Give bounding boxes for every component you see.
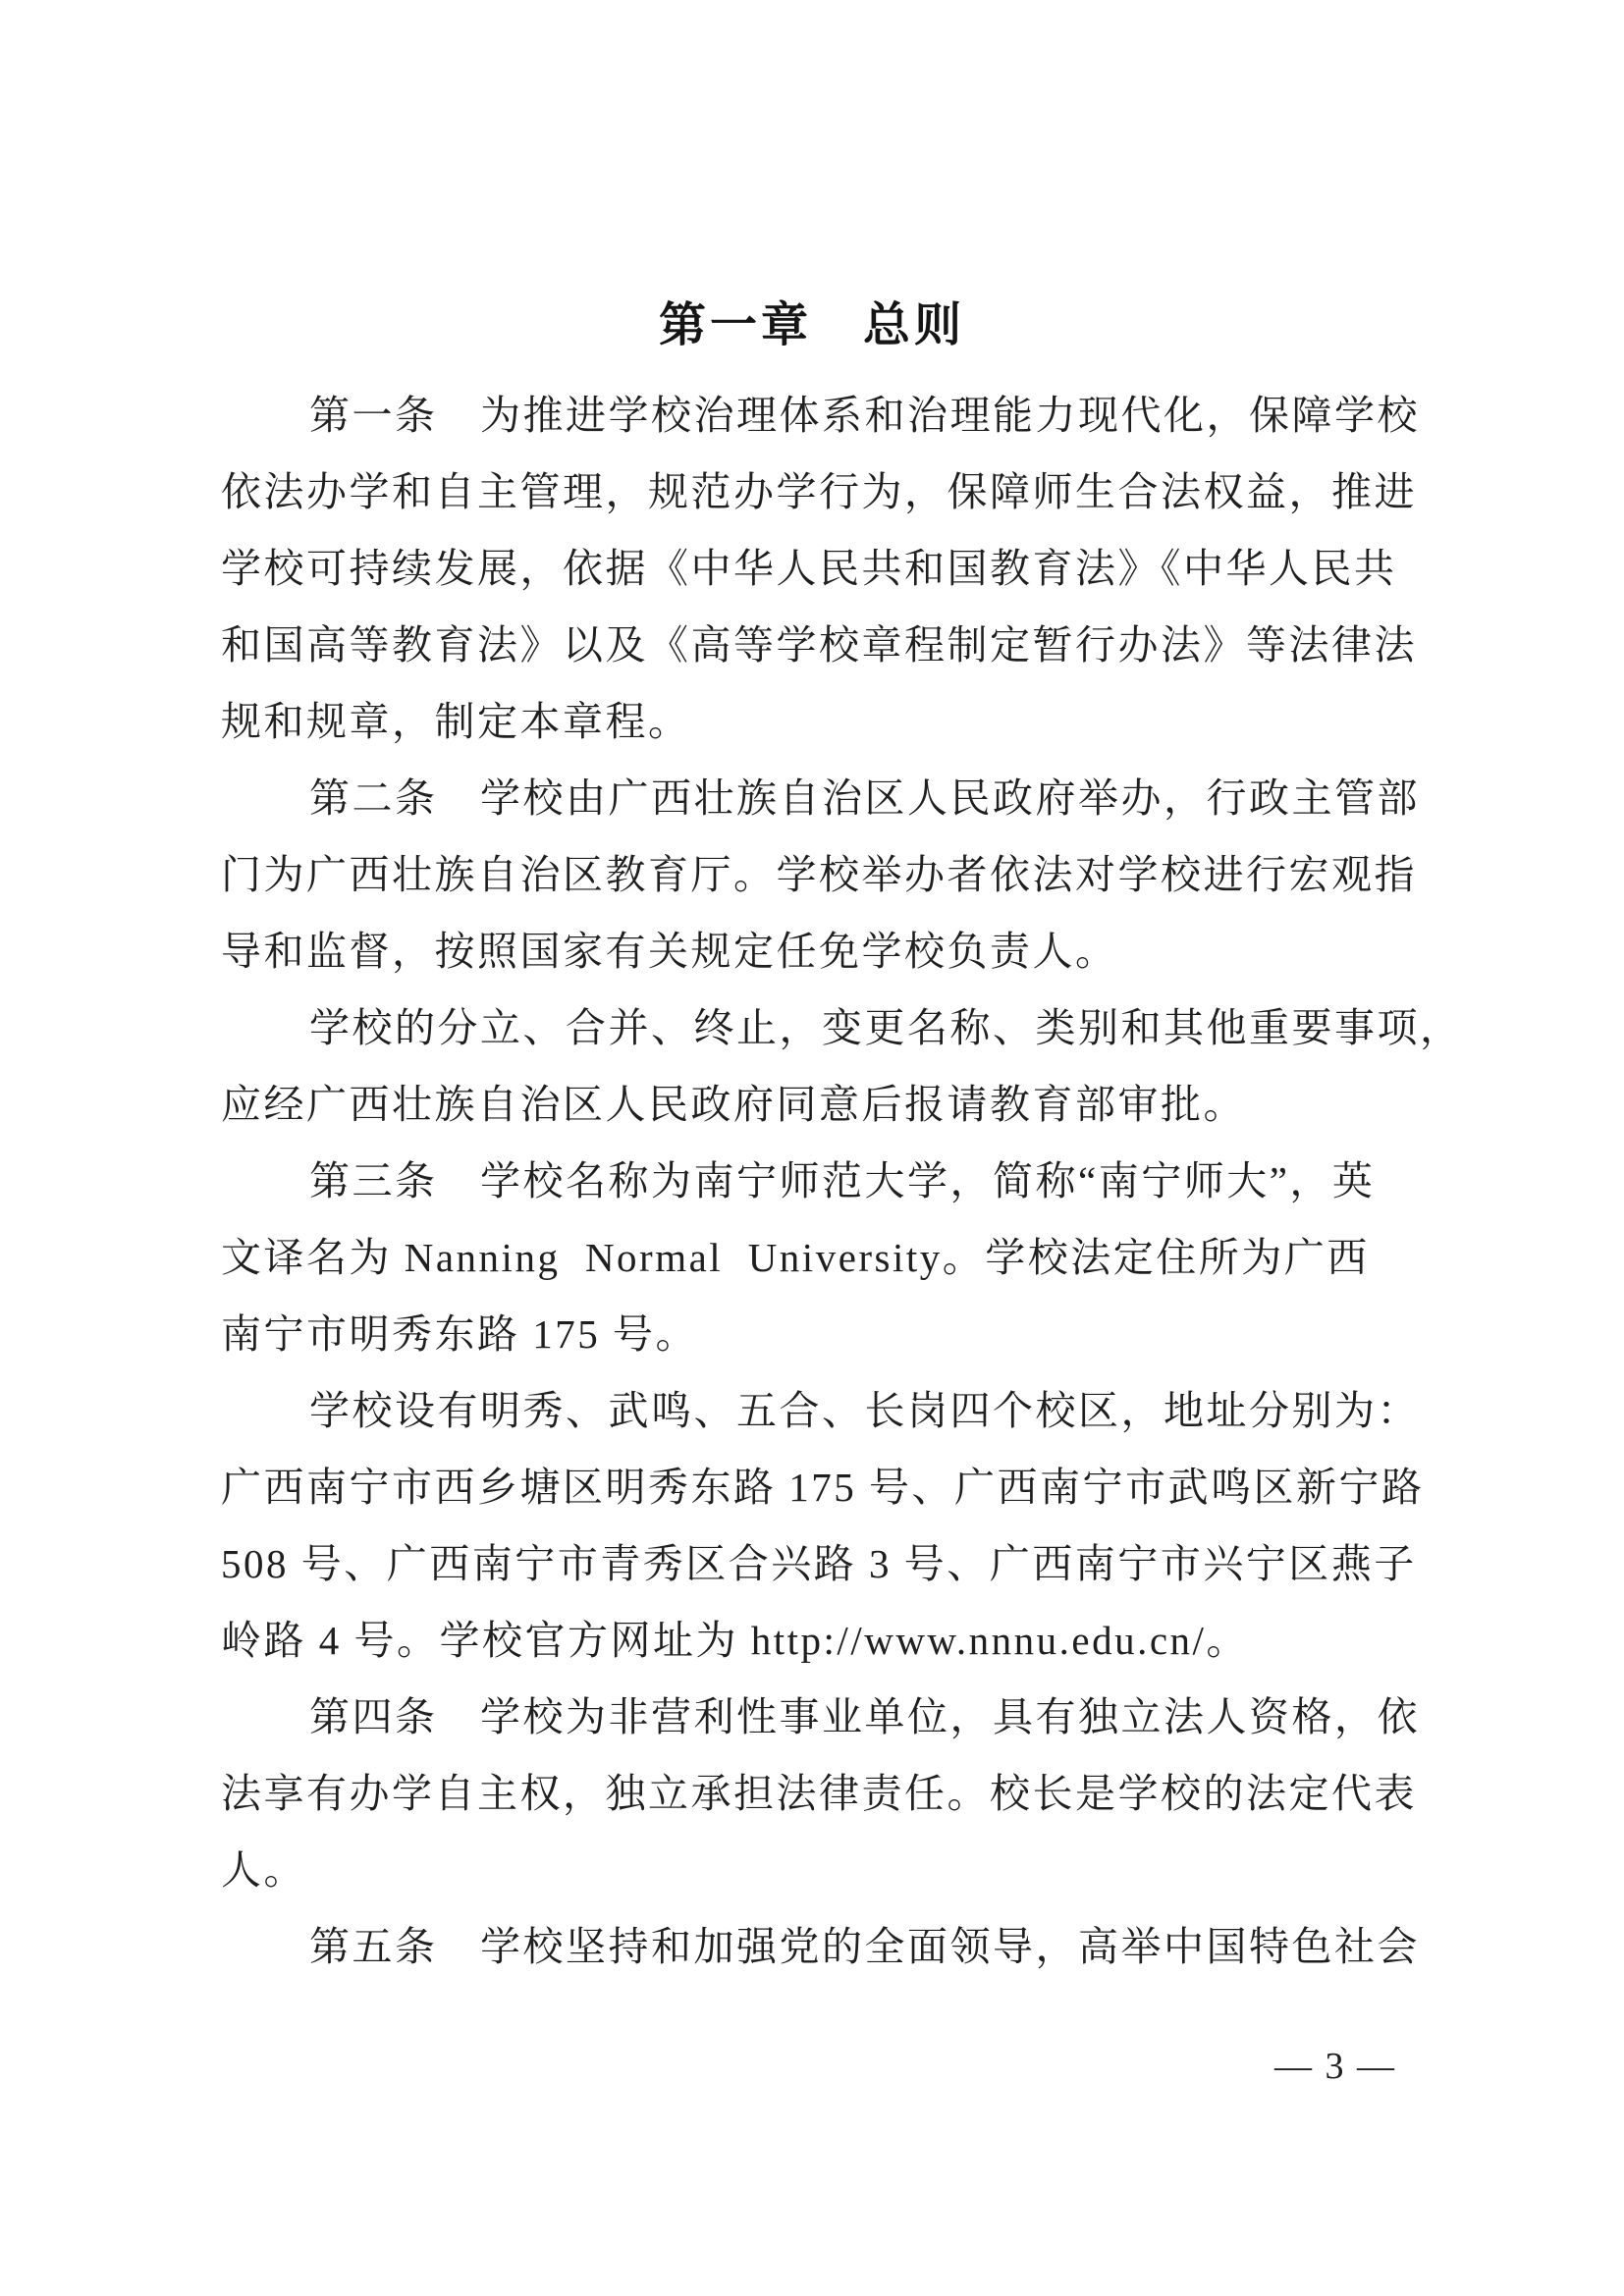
text-line: 应经广西壮族自治区人民政府同意后报请教育部审批。 — [221, 1082, 1246, 1127]
text-line: 法享有办学自主权，独立承担法律责任。校长是学校的法定代表 — [221, 1771, 1417, 1816]
text-line: 508 号、广西南宁市青秀区合兴路 3 号、广西南宁市兴宁区燕子 — [221, 1541, 1417, 1586]
text-line: 第三条 学校名称为南宁师范大学，简称“南宁师大”，英 — [309, 1158, 1376, 1203]
chapter-title: 第一章 总则 — [658, 297, 965, 352]
page-number: — 3 — — [1274, 2046, 1396, 2087]
text-line: 规和规章，制定本章程。 — [221, 699, 691, 744]
text-line: 南宁市明秀东路 175 号。 — [221, 1311, 698, 1357]
text-line: 第五条 学校坚持和加强党的全面领导，高举中国特色社会 — [309, 1924, 1420, 1969]
text-line: 岭路 4 号。学校官方网址为 http://www.nnnu.edu.cn/。 — [221, 1618, 1249, 1663]
body-text — [221, 377, 1463, 1985]
text-line: 依法办学和自主管理，规范办学行为，保障师生合法权益，推进 — [221, 469, 1417, 514]
text-line: 和国高等教育法》以及《高等学校章程制定暂行办法》等法律法 — [221, 622, 1417, 667]
text-line: 文译名为 Nanning Normal University。学校法定住所为广西 — [221, 1235, 1370, 1280]
text-line: 第四条 学校为非营利性事业单位，具有独立法人资格，依 — [309, 1694, 1420, 1739]
text-line: 第二条 学校由广西壮族自治区人民政府举办，行政主管部 — [309, 775, 1420, 821]
text-line: 导和监督，按照国家有关规定任免学校负责人。 — [221, 929, 1118, 974]
text-line: 人。 — [221, 1847, 306, 1893]
text-line: 学校设有明秀、武鸣、五合、长岗四个校区，地址分别为： — [309, 1388, 1420, 1433]
text-line: 第一条 为推进学校治理体系和治理能力现代化，保障学校 — [309, 393, 1420, 438]
text-line: 广西南宁市西乡塘区明秀东路 175 号、广西南宁市武鸣区新宁路 — [221, 1465, 1425, 1510]
text-line: 学校可持续发展，依据《中华人民共和国教育法》《中华人民共 — [221, 546, 1397, 591]
text-line: 学校的分立、合并、终止，变更名称、类别和其他重要事项， — [309, 1005, 1463, 1050]
text-line: 门为广西壮族自治区教育厅。学校举办者依法对学校进行宏观指 — [221, 852, 1417, 897]
